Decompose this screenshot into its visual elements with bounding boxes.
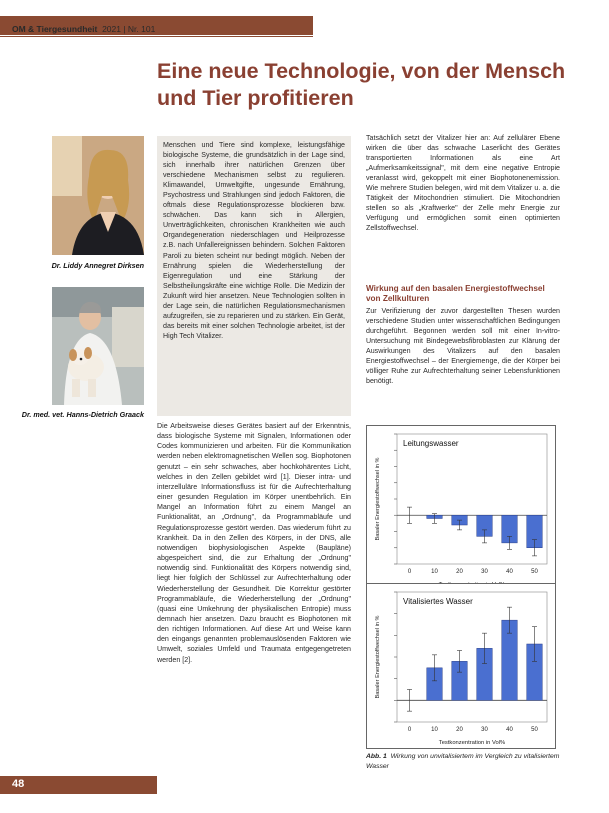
intro-box	[157, 136, 351, 416]
x-tick-label: 50	[531, 569, 538, 575]
plot-frame	[397, 434, 547, 564]
y-axis-label: Basaler Energiestoffwechsel in %	[375, 615, 381, 699]
issue-number: 2021 | Nr. 101	[102, 24, 156, 34]
body-text-column2-section: Zur Verifizierung der zuvor dargestellten Thesen wurden verschiedene Studien unter wissenschaftlichen Bedingungen durchgeführt. Begonnen werden soll mit einer In-vitro-Untersuchung mit Bindegewebsfibroblasten zur Klärung der Auswirkungen des Vitalizers auf den basalen Energiestoffwechsel – der Energiemenge, die der Körper bei völliger Ruhe zur Aufrechterhaltung seiner Lebensfunktionen benötigt.	[366, 307, 560, 386]
x-axis-label: Testkonzentration in Vol%	[438, 740, 506, 746]
x-tick-label: 50	[531, 727, 538, 733]
figure-label: Abb. 1	[366, 753, 387, 760]
chart-title: Leitungswasser	[403, 439, 459, 448]
x-tick-label: 10	[431, 727, 438, 733]
intro-text: Menschen und Tiere sind komplexe, leistungsfähige biologische Systeme, die grundsätzlich in der Lage sind, sich innerhalb ihrer natürlichen Grenzen über verschiedene Mechanismen selbst zu regulieren. Klimawandel, Umweltgifte, ungesunde Ernährung, Psychostress und Strahlungen sind jedoch Faktoren, die oftmals diese Regulationsprozesse blockieren bzw. schwächen. Das kann sich in Allergien, Unverträglichkeiten, chronischen Krankheiten wie auch Organdegeneration niederschlagen und Heilprozesse z.B. nach Unfallereignissen behindern. Solchen Faktoren Paroli zu bieten scheint nur bedingt möglich. Neben der Ernährung spielen die Wiederherstellung der Eigenregulation und eine Stärkung der Selbstheilungskräfte eine wichtige Rolle. Die Medizin der Zukunft wird hier ansetzen. Neue Technologien sollten in der Lage sein, die natürlichen Regulationsmechanismen aufzugreifen, sie zu reparieren und zu stärken. Ein Gerät, das bereits mit einer solchen Technologie arbeitet, ist der High Tech Vitalizer.	[163, 141, 345, 340]
x-tick-label: 30	[481, 727, 488, 733]
x-tick-label: 40	[506, 569, 513, 575]
body-text-column1: Die Arbeitsweise dieses Gerätes basiert auf der Erkenntnis, dass biologische Systeme mit Signalen, Informationen oder Codes kommunizieren und arbeiten. Für die Kommunikation werden neben elektromagnetischen Wellen sog. Biophotonen genutzt – ein sehr schwaches, aber hochkohärentes Licht, welches in den Zellen gebildet wird [1]. Dieser intra- und interzelluläre Informationsfluss ist für die Aufrechterhaltung einer gesunden Regulation im Körper unentbehrlich. Ein Mangel an Information führt zu einem Mangel an Funktionalität, an „Ordnung", da Programmabläufe und Regulationsprozesse gestört werden. Das wiederum führt zu Krankheit. Da in den Zellen des Körpers, in der DNS, alle notwendigen biophysiologischen Aspekte (Baupläne) abgespeichert sind, die zur Erhaltung der „Ordnung" notwendig sind. Funktionalität des Körpers notwendig sind, liegt hier folglich der Schlüssel zur Aufrechterhaltung oder Wiederherstellung der Gesundheit. Die Korrektur gestörter Programmabläufe, die Wiederherstellung der „Ordnung" (quasi eine Umkehrung der physikalischen Entropie) muss demnach hier ansetzen. Dazu braucht es Biophotonen mit den richtigen Informationen. Auf diese Art und Weise kann den eingangs genannten problemauslösenden Faktoren wie Umwelt, soziales Umfeld und Traumata entgegengetreten werden [2].	[157, 422, 351, 664]
article-title: Eine neue Technologie, von der Mensch und Tier profitieren	[157, 59, 566, 110]
running-header	[12, 24, 155, 34]
x-tick-label: 40	[506, 727, 513, 733]
x-tick-label: 0	[407, 569, 412, 575]
x-tick-label: 0	[407, 727, 412, 733]
figure-caption-text: Wirkung von unvitalisiertem im Vergleich zu vitalisiertem Wasser	[366, 753, 560, 770]
portrait-photo-dirksen	[52, 136, 144, 255]
body-text-column2: Tatsächlich setzt der Vitalizer hier an: Auf zellulärer Ebene wirken die über das schwache Laserlicht des Gerätes transportierten Informationen als eine Art „Aufmerksamkeitssignal", mit dem eine negative Entropie veranlasst wird, gekoppelt mit einer Biophotonenemission. Wie mehrere Studien belegen, wird mit dem Vitalizer u. a. die Tätigkeit der Mitochondrien stimuliert. Die Mitochondrien stellen so als „Kraftwerke" der Zelle mehr Energie zur Verfügung und ermöglichen somit einen optimierten Zellstoffwechsel.	[366, 134, 560, 233]
x-tick-label: 20	[456, 727, 463, 733]
chart-svg-leitungswasser	[367, 426, 557, 592]
magazine-name: OM & Tiergesundheit	[12, 24, 98, 34]
plot-frame	[397, 592, 547, 722]
page-number: 48	[12, 778, 25, 790]
caption-graack: Dr. med. vet. Hanns-Dietrich Graack	[21, 410, 144, 419]
x-tick-label: 30	[481, 569, 488, 575]
portrait-photo-graack	[52, 287, 144, 405]
y-axis-label: Basaler Energiestoffwechsel in %	[375, 457, 381, 541]
chart-title: Vitalisiertes Wasser	[403, 597, 473, 606]
section-subheading: Wirkung auf den basalen Energiestoffwechsel von Zellkulturen	[366, 284, 545, 303]
chart-svg-vitalisiertes-wasser	[367, 584, 557, 750]
header-rule	[0, 36, 313, 37]
chart-leitungswasser	[366, 425, 556, 591]
chart-vitalisiertes-wasser	[366, 583, 556, 749]
x-tick-label: 20	[456, 569, 463, 575]
caption-dirksen: Dr. Liddy Annegret Dirksen	[51, 261, 144, 270]
figure-caption	[366, 752, 566, 772]
x-tick-label: 10	[431, 569, 438, 575]
